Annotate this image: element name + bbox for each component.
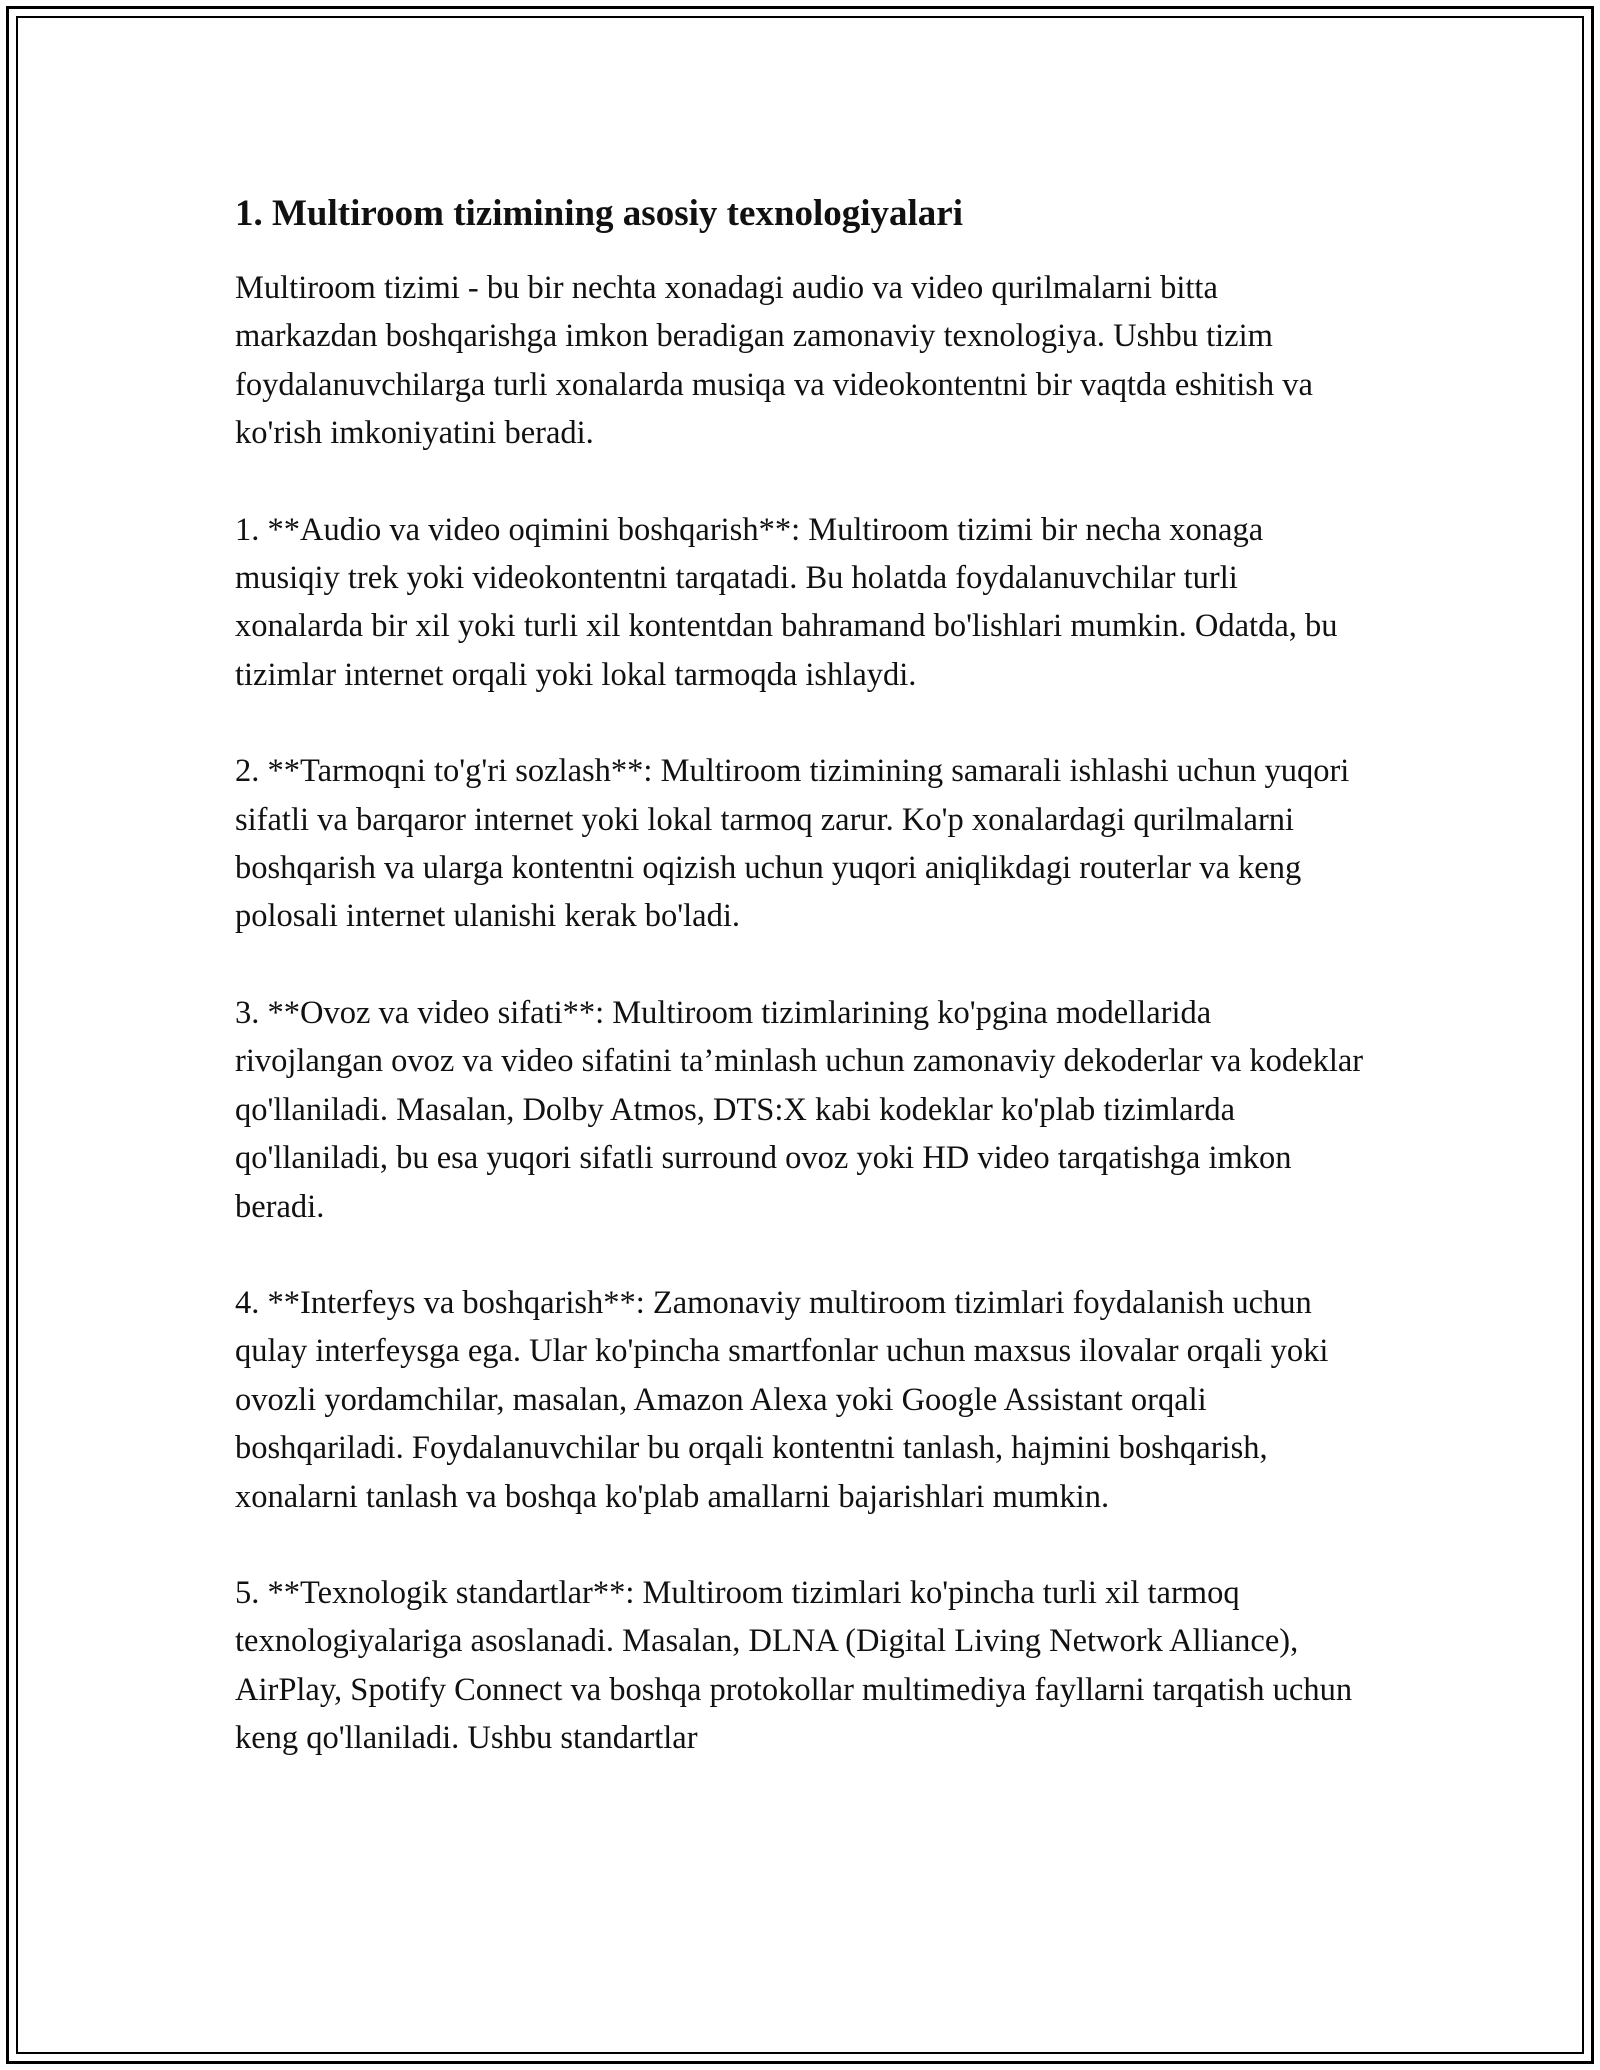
document-body bbox=[235, 188, 1365, 1811]
list-item-tech-standards: 5. **Texnologik standartlar**: Multiroom tizimlari ko'pincha turli xil tarmoq texnologiyalariga asoslanadi. Masalan, DLNA (Digital Living Network Alliance), AirPlay, Spotify Connect va boshqa protokollar multimediya fayllarni tarqatish uchun keng qo'llaniladi. Ushbu standartlar bbox=[235, 1574, 1353, 1757]
section-heading: 1. Multiroom tizimining asosiy texnologiyalari bbox=[235, 193, 963, 234]
intro-paragraph: Multiroom tizimi - bu bir nechta xonadagi audio va video qurilmalarni bitta markazdan boshqarishga imkon beradigan zamonaviy texnologiya. Ushbu tizim foydalanuvchilarga turli xonalarda musiqa va videokontentni bir vaqtda eshitish va ko'rish imkoniyatini beradi. bbox=[235, 270, 1313, 452]
list-item-audio-video-stream: 1. **Audio va video oqimini boshqarish**: Multiroom tizimi bir necha xonaga musiqiy trek yoki videokontentni tarqatadi. Bu holatda foydalanuvchilar turli xonalarda bir xil yoki turli xil kontentdan bahramand bo'lishlari mumkin. Odatda, bu tizimlar internet orqali yoki lokal tarmoqda ishlaydi. bbox=[235, 511, 1338, 693]
list-item-sound-video-quality: 3. **Ovoz va video sifati**: Multiroom tizimlarining ko'pgina modellarida rivojlangan ovoz va video sifatini ta’minlash uchun zamonaviy dekoderlar va kodeklar qo'llaniladi. Masalan, Dolby Atmos, DTS:X kabi kodeklar ko'plab tizimlarda qo'llaniladi, bu esa yuqori sifatli surround ovoz yoki HD video tarqatishga imkon beradi. bbox=[235, 994, 1364, 1225]
list-item-interface-control: 4. **Interfeys va boshqarish**: Zamonaviy multiroom tizimlari foydalanish uchun qulay interfeysga ega. Ular ko'pincha smartfonlar uchun maxsus ilovalar orqali yoki ovozli yordamchilar, masalan, Amazon Alexa yoki Google Assistant orqali boshqariladi. Foydalanuvchilar bu orqali kontentni tanlash, hajmini boshqarish, xonalarni tanlash va boshqa ko'plab amallarni bajarishlari mumkin. bbox=[235, 1284, 1329, 1515]
list-item-network-setup: 2. **Tarmoqni to'g'ri sozlash**: Multiroom tizimining samarali ishlashi uchun yuqori sifatli va barqaror internet yoki lokal tarmoq zarur. Ko'p xonalardagi qurilmalarni boshqarish va ularga kontentni oqizish uchun yuqori aniqlikdagi routerlar va keng polosali internet ulanishi kerak bo'ladi. bbox=[235, 753, 1350, 935]
